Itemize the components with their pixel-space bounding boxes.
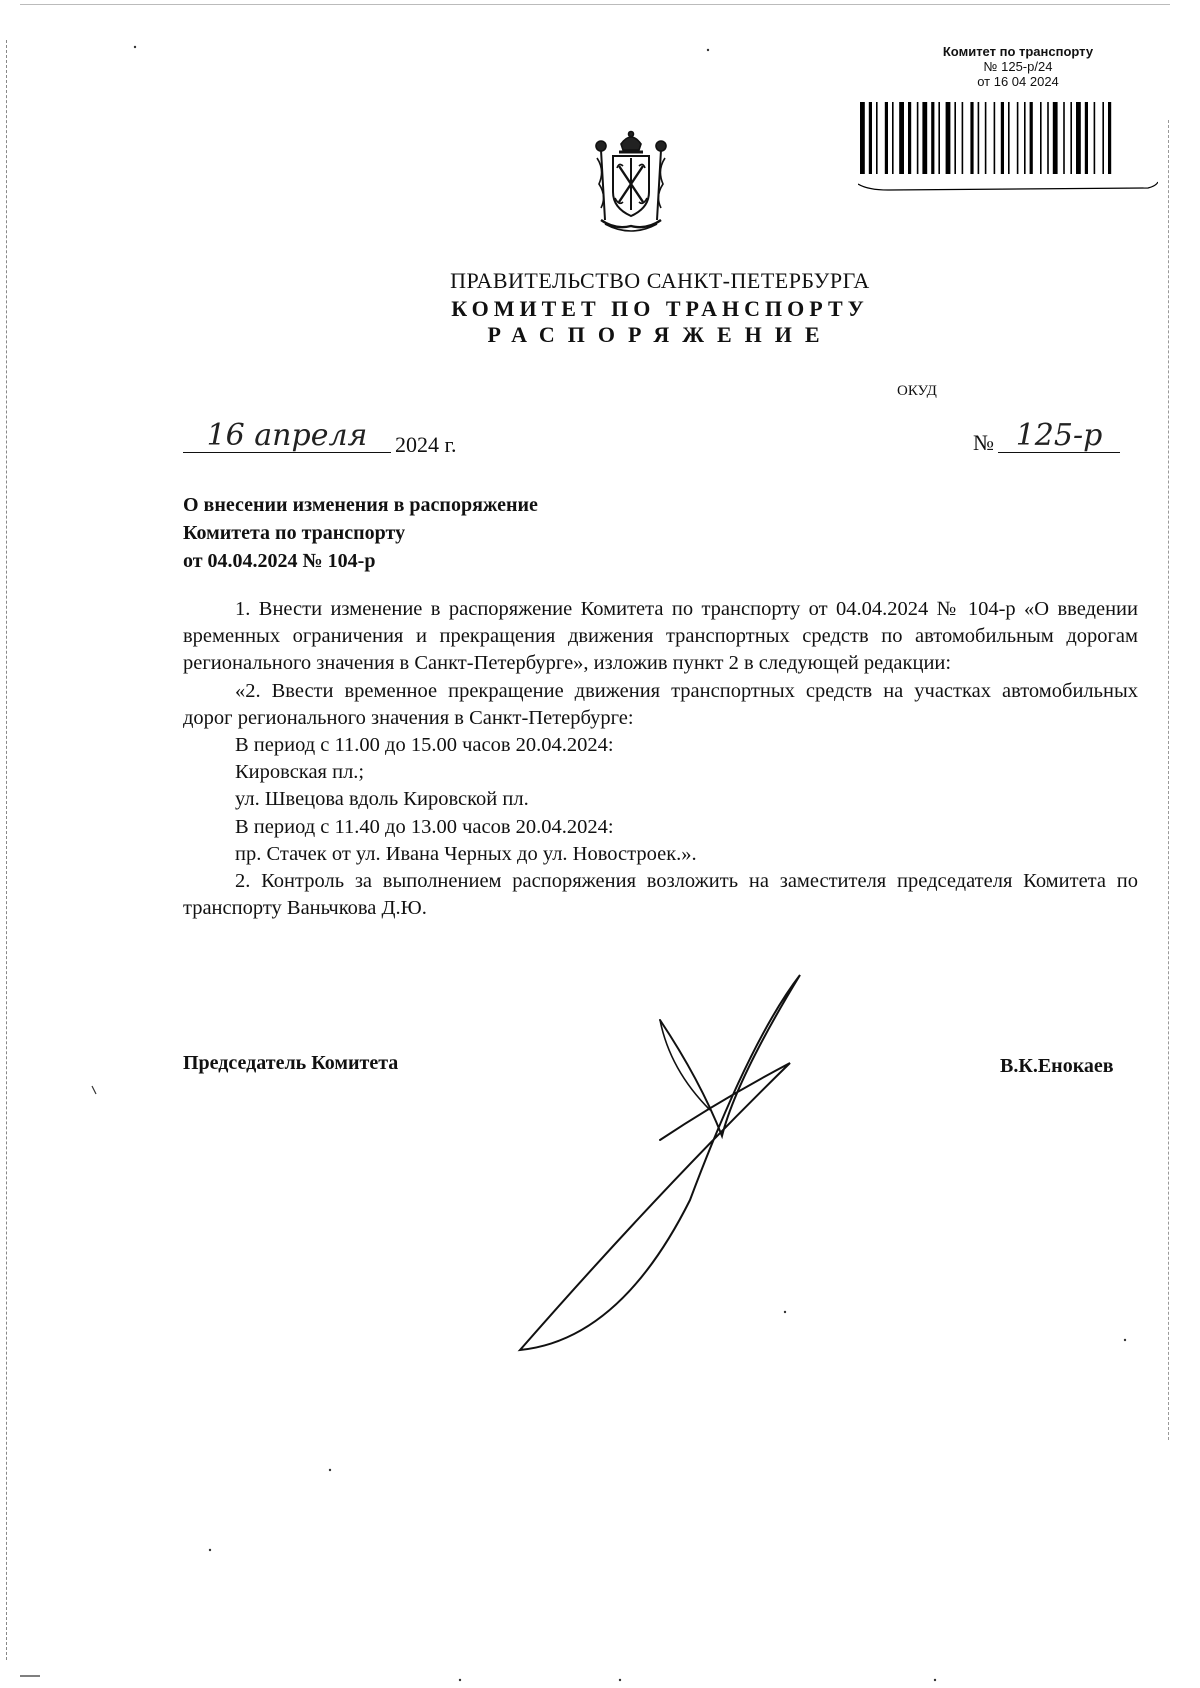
period-1: В период с 11.00 до 15.00 часов 20.04.2024:: [235, 734, 614, 757]
okud-label: ОКУД: [897, 383, 937, 399]
paragraph-quote-2: «2. Ввести временное прекращение движения транспортных средств на участках автомобильных дорог регионального значения в Санкт-Петербурге:: [183, 679, 1138, 729]
number-label: №: [973, 430, 994, 455]
barcode-number: № 125-р/24: [983, 59, 1053, 74]
government-title: ПРАВИТЕЛЬСТВО САНКТ-ПЕТЕРБУРГА: [450, 268, 870, 293]
signatory-position: Председатель Комитета: [183, 1052, 399, 1074]
signatory-name: В.К.Енокаев: [1000, 1055, 1114, 1077]
date-year: 2024 г.: [395, 432, 457, 457]
handwritten-date: 16 апреля: [183, 418, 391, 453]
committee-title: КОМИТЕТ ПО ТРАНСПОРТУ: [451, 296, 869, 321]
paragraph-1: 1. Внести изменение в распоряжение Комитета по транспорту от 04.04.2024 № 104-р «О введении временных ограничения и прекращения движения транспортных средств по автомобильным дорогам регионального значения в Санкт-Петербурге», изложив пункт 2 в следующей редакции:: [183, 598, 1138, 675]
subject-line-2: Комитета по транспорту: [183, 522, 406, 544]
handwritten-number: 125-р: [998, 418, 1120, 453]
barcode-date: от 16 04 2024: [977, 74, 1059, 89]
subject-line-1: О внесении изменения в распоряжение: [183, 494, 538, 516]
period-2: В период с 11.40 до 13.00 часов 20.04.2024:: [235, 815, 614, 838]
document-type-title: РАСПОРЯЖЕНИЕ: [487, 322, 833, 347]
subject-line-3: от 04.04.2024 № 104-р: [183, 550, 376, 572]
street-3: пр. Стачек от ул. Ивана Черных до ул. Новостроек.».: [235, 842, 697, 865]
barcode-org: Комитет по транспорту: [942, 44, 1094, 59]
paragraph-2: 2. Контроль за выполнением распоряжения возложить на заместителя председателя Комитета по транспорту Ваньчкова Д.Ю.: [183, 870, 1138, 920]
street-2: ул. Швецова вдоль Кировской пл.: [235, 788, 529, 811]
street-1: Кировская пл.;: [235, 761, 365, 784]
